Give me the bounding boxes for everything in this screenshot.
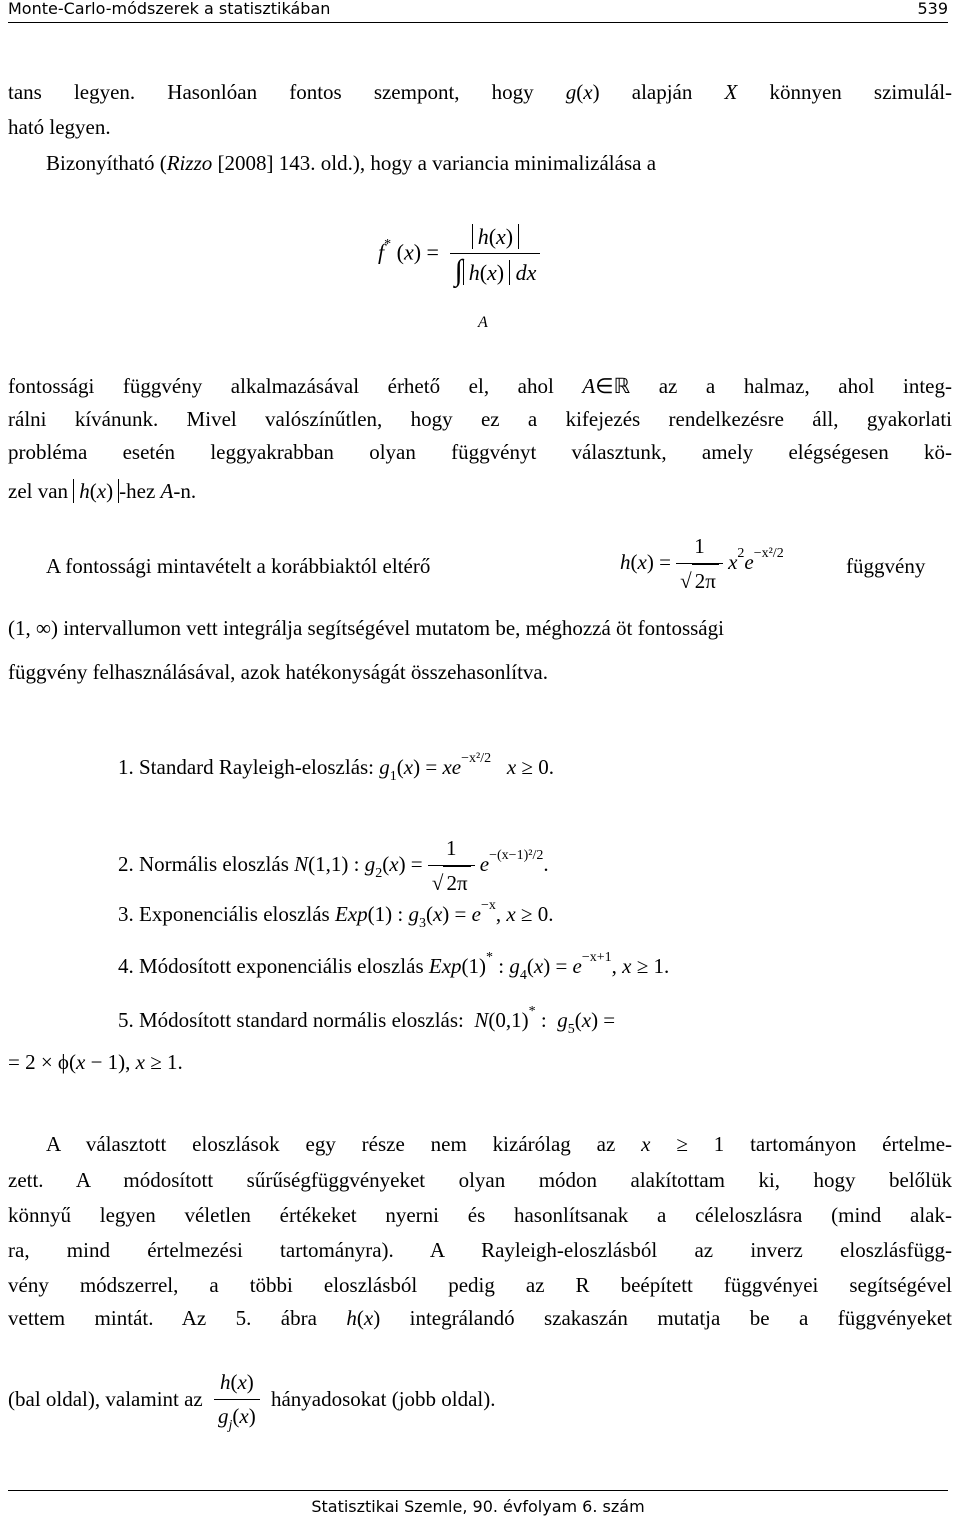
list-item-text: 4. Módosított exponenciális eloszlás: [118, 954, 424, 978]
list-item: 2. Normális eloszlás N(1,1) : $g_2(x)$ = $\frac{1}{√ 2\pi}$ $e^{-(x-1)^2/2}$.: [118, 832, 549, 900]
math-A-in-R: A: [582, 374, 596, 398]
paragraph-line: vény módszerrel, a többi eloszlásból pedig az R beépített függvényei segítségével: [8, 1273, 952, 1297]
paragraph-line: A fontossági mintavételt a korábbiaktól eltérő: [46, 554, 431, 578]
paragraph-line: (bal oldal), valamint az $\frac{h(x)}{g_j(x)}$ hányadosokat (jobb oldal).: [8, 1366, 496, 1436]
text-span: -hez: [119, 479, 156, 503]
paragraph-line: A választott eloszlások egy része nem kizárólag az x ≥ 1 tartományon értelme-: [46, 1132, 953, 1156]
text-span: tartományon értelme-: [750, 1132, 953, 1156]
paragraph-line: probléma esetén leggyakrabban olyan függvényt választunk, amely elégségesen kö-: [8, 440, 952, 464]
list-item-text: 2. Normális eloszlás: [118, 851, 289, 876]
text-span: A választott eloszlások egy része nem kizárólag az: [46, 1132, 616, 1156]
paragraph-line: (1, ∞) intervallumon vett integrálja segítségével mutatom be, méghozzá öt fontossági: [8, 616, 724, 640]
text-span: fontossági függvény alkalmazásával érhető el, ahol: [8, 374, 554, 398]
paragraph-line: függvény felhasználásával, azok hatékonyságát összehasonlítva.: [8, 660, 548, 684]
paragraph-line: ható legyen.: [8, 115, 111, 139]
text-span: vettem mintát. Az 5. ábra: [8, 1306, 317, 1330]
running-footer: Statisztikai Szemle, 90. évfolyam 6. szám: [8, 1490, 948, 1516]
text-span: tans legyen. Hasonlóan fontos szempont, hogy: [8, 80, 534, 104]
citation-author: Rizzo: [166, 151, 213, 175]
paragraph-line: [46, 147, 656, 180]
text-span: Bizonyítható (: [46, 151, 167, 175]
paragraph-line: függvény: [846, 554, 926, 578]
formula-f-star: f* (x) = $\frac{h(x)}{\int h(x) dx}$: [378, 220, 540, 289]
paragraph-line: fontossági függvény alkalmazásával érhető el, ahol A∈ℝ az a halmaz, ahol integ-: [8, 374, 952, 398]
math-g-x: g: [565, 80, 577, 104]
paragraph-line: zel van h(x) -hez A-n.: [8, 479, 197, 503]
paragraph-line: ra, mind értelmezési tartományra). A Rayleigh-eloszlásból az inverz eloszlásfügg-: [8, 1238, 952, 1262]
text-span: -n.: [173, 479, 197, 503]
list-item: 1. Standard Rayleigh-eloszlás: $g_1(x) = xe^{-x^2/2}$ x ≥ 0.: [118, 751, 554, 784]
paragraph-line: tans legyen. Hasonlóan fontos szempont, hogy g(x) alapján X könnyen szimulál-: [8, 80, 953, 104]
list-item-text: 5. Módosított standard normális eloszlás:: [118, 1008, 464, 1032]
list-item-text: 3. Exponenciális eloszlás: [118, 902, 330, 926]
formula-h-x: h(x) = $\frac{1}{√ 2\pi}$ $x^2e^{-x^2/2}$: [620, 530, 784, 598]
text-span: (bal oldal), valamint az: [8, 1386, 203, 1411]
running-title: Monte-Carlo-módszerek a statisztikában: [8, 0, 331, 18]
paragraph-line: rálni kívánunk. Mivel valószínűtlen, hogy ez a kifejezés rendelkezésre áll, gyakorlati: [8, 407, 952, 431]
formula-g5: = 2 × ϕ(x − 1), x ≥ 1.: [8, 1050, 183, 1074]
paragraph-line: vettem mintát. Az 5. ábra h(x) integrálandó szakaszán mutatja be a függvényeket: [8, 1306, 953, 1330]
text-span: az a halmaz, ahol integ-: [658, 374, 952, 398]
text-span: intervallumon vett integrálja segítségével mutatom be, méghozzá öt fontossági: [63, 616, 724, 640]
text-span: könnyen szimulál-: [769, 80, 953, 104]
integral-domain: A: [478, 314, 488, 331]
text-span: integrálandó szakaszán mutatja be a függvényeket: [409, 1306, 953, 1330]
text-span: alapján: [631, 80, 693, 104]
math-X: X: [724, 80, 738, 104]
text-span: zel van: [8, 479, 69, 503]
list-item: 5. Módosított standard normális eloszlás: N(0,1)* : $g_5(x)$ =: [118, 1004, 616, 1037]
running-header: [8, 0, 948, 23]
list-item: 3. Exponenciális eloszlás Exp(1) : $g_3(x) = e^{-x}$, x ≥ 0.: [118, 898, 554, 931]
page-number: 539: [917, 0, 948, 18]
list-item: 4. Módosított exponenciális eloszlás Exp(1)* : $g_4(x) = e^{-x+1}$, x ≥ 1.: [118, 950, 670, 983]
text-span: hányadosokat (jobb oldal).: [270, 1386, 496, 1411]
paragraph-line: zett. A módosított sűrűségfüggvényeket olyan módon alakítottam ki, hogy belőlük: [8, 1168, 952, 1192]
text-span: [2008] 143. old.), hogy a variancia minimalizálása a: [212, 151, 657, 175]
paragraph-line: könnyű legyen véletlen értékeket nyerni és hasonlítsanak a céleloszlásra (mind alak-: [8, 1203, 952, 1227]
list-item-text: 1. Standard Rayleigh-eloszlás:: [118, 755, 375, 779]
